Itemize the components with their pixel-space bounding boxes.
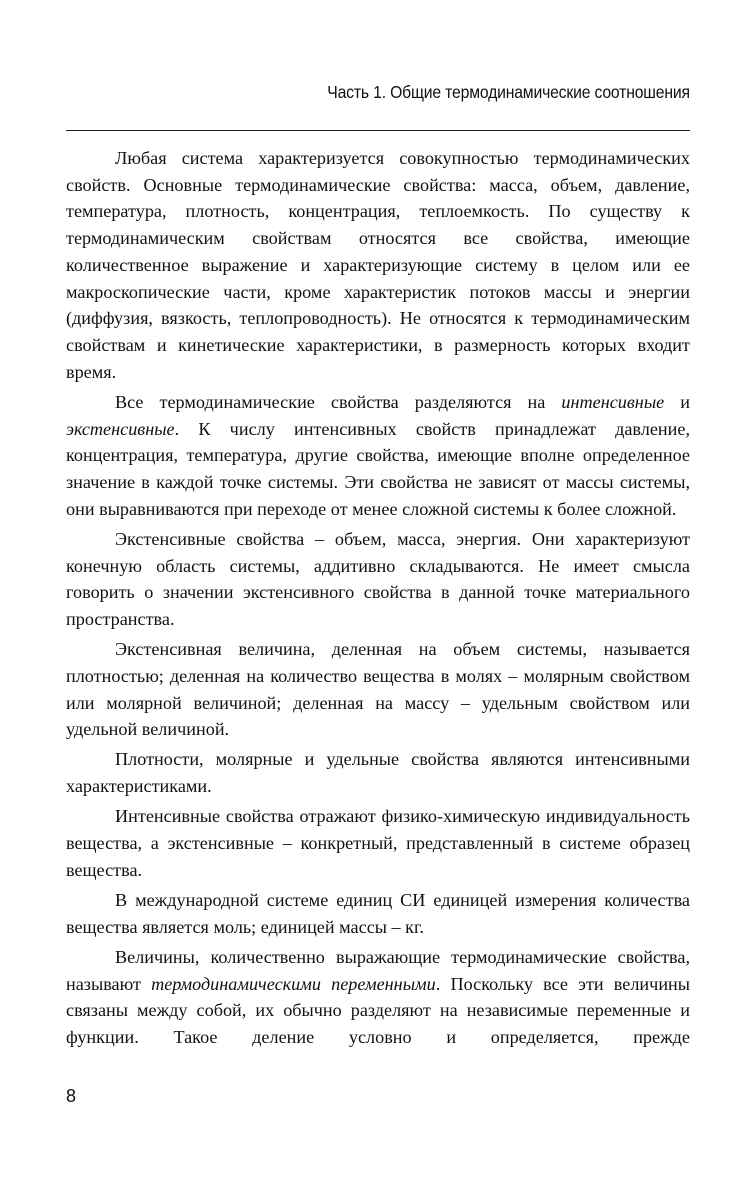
paragraph-2-text-b: и [664, 391, 690, 412]
paragraph-8 [66, 944, 690, 1051]
term-extensive: экстенсивные [66, 418, 175, 439]
paragraph-6: Интенсивные свойства отражают физико-химическую индивидуальность вещества, а экстенсивные – конкретный, представленный в системе образец вещества. [66, 806, 690, 880]
paragraph-2-text-c: . К числу интенсивных свойств принадлежат давление, концентрация, температура, другие свойства, имеющие вполне определенное значение в каждой точке системы. Эти свойства не зависят от массы системы, они выравниваются при переходе от менее сложной системы к более сложной. [66, 418, 690, 519]
paragraph-4: Экстенсивная величина, деленная на объем системы, называется плотностью; деленная на количество вещества в молях – молярным свойством или молярной величиной; деленная на массу – удельным свойством или удельной величиной. [66, 639, 690, 740]
header-rule [66, 130, 690, 131]
body-text [66, 145, 690, 1054]
paragraph-8-text-b: . Поскольку все эти величины связаны между собой, их обычно разделяют на независимые переменные и функции. Такое деление условно и определяется, прежде [66, 973, 690, 1047]
term-thermodynamic-variables: термодинамическими переменными [151, 973, 436, 994]
paragraph-3: Экстенсивные свойства – объем, масса, энергия. Они характеризуют конечную область системы, аддитивно складываются. Не имеет смысла говорить о значении экстенсивного свойства в данной точке материального пространства. [66, 528, 690, 629]
running-header: Часть 1. Общие термодинамические соотношения [327, 82, 690, 102]
paragraph-5: Плотности, молярные и удельные свойства являются интенсивными характеристиками. [66, 749, 690, 797]
page-number: 8 [66, 1086, 77, 1106]
paragraph-1: Любая система характеризуется совокупностью термодинамических свойств. Основные термодинамические свойства: масса, объем, давление, температура, плотность, концентрация, теплоемкость. По существу к термодинамическим свойствам относятся все свойства, имеющие количественное выражение и характеризующие систему в целом или ее макроскопические части, кроме характеристик потоков массы и энергии (диффузия, вязкость, теплопроводность). Не относятся к термодинамическим свойствам и кинетические характеристики, в размерность которых входит время. [66, 148, 690, 382]
term-intensive: интенсивные [561, 391, 665, 412]
paragraph-2 [66, 389, 690, 523]
paragraph-8-text-a: Величины, количественно выражающие термодинамические свойства, называют [66, 946, 690, 994]
paragraph-7: В международной системе единиц СИ единицей измерения количества вещества является моль; единицей массы – кг. [66, 889, 690, 937]
paragraph-2-text-a: Все термодинамические свойства разделяются на [115, 391, 562, 412]
